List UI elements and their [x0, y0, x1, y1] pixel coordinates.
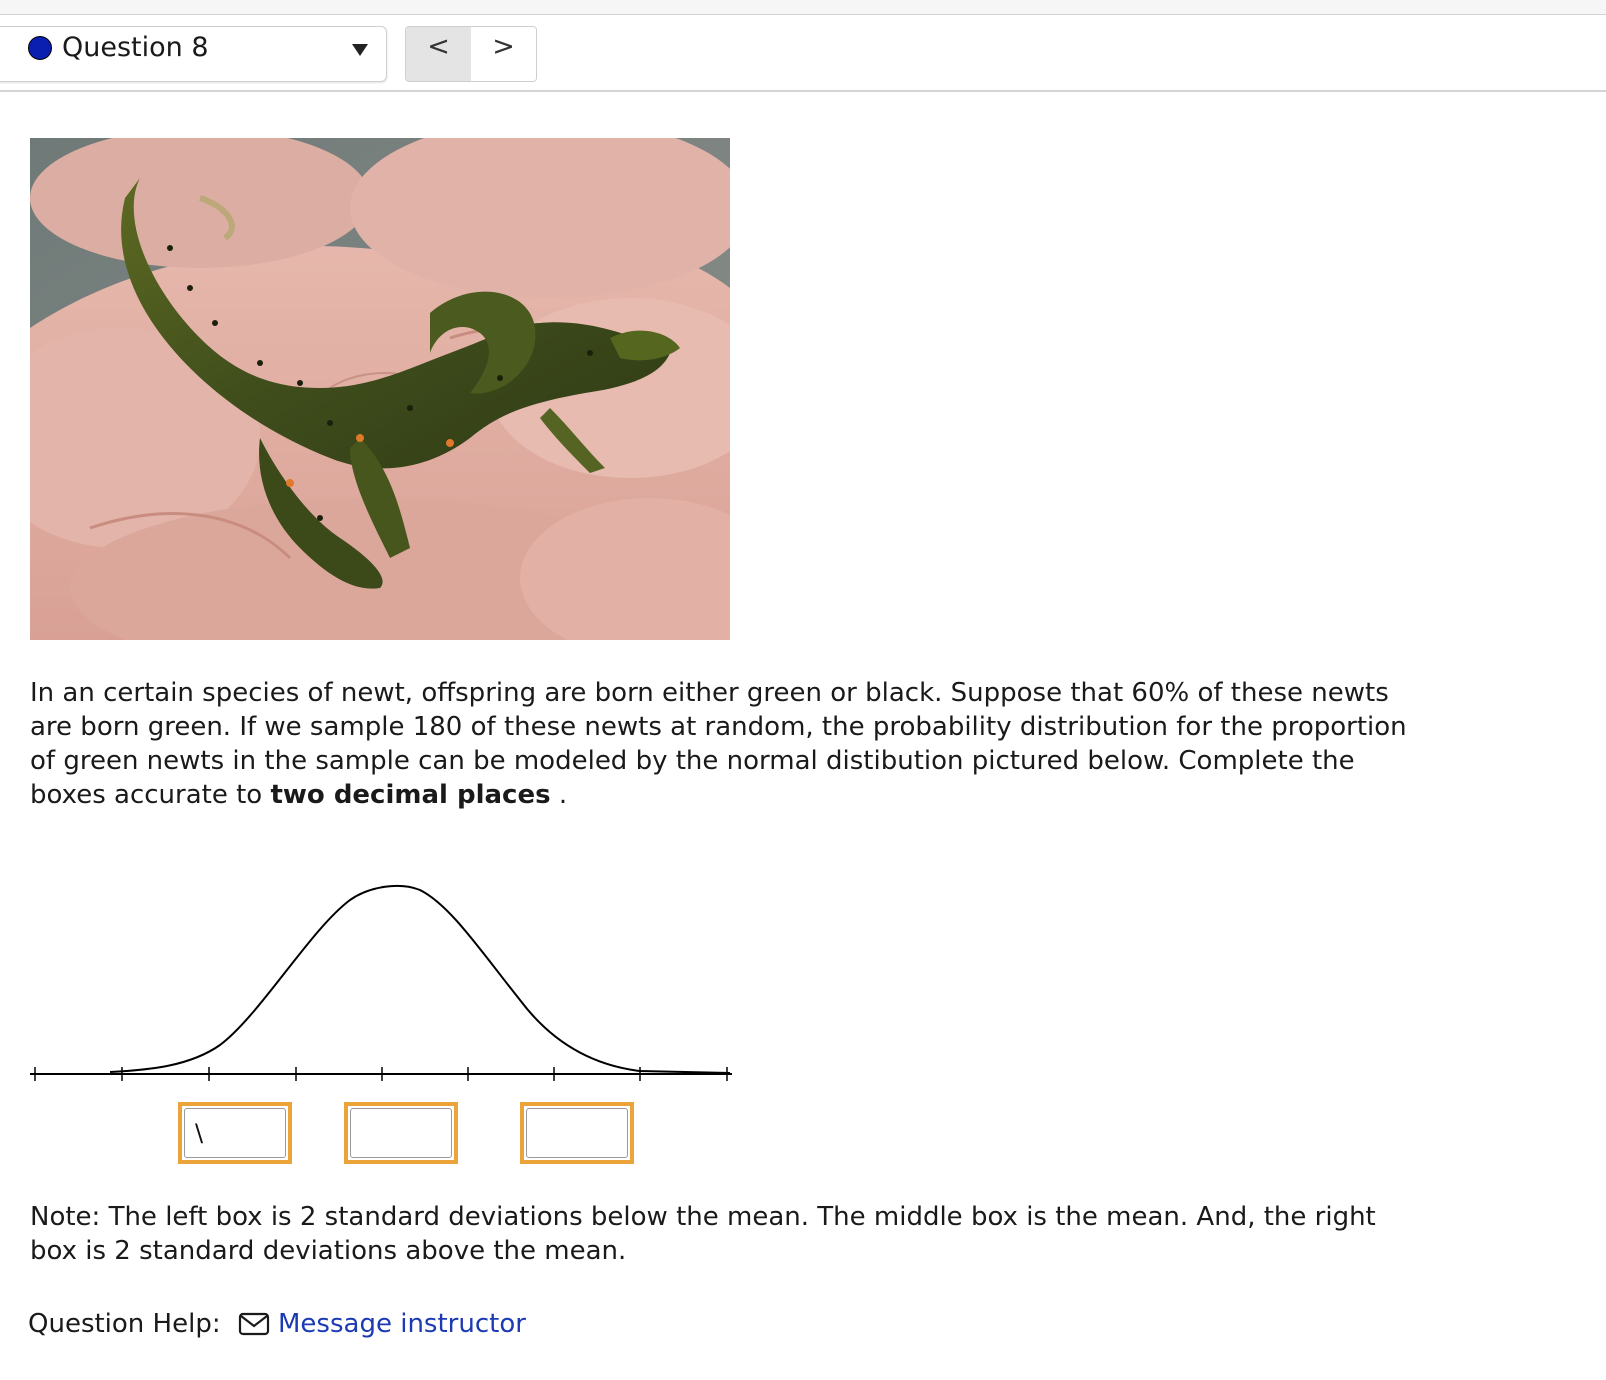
browser-top-strip	[0, 0, 1606, 15]
next-question-button[interactable]: >	[471, 27, 536, 81]
left-answer-input[interactable]	[184, 1108, 286, 1158]
right-answer-box	[520, 1102, 634, 1164]
middle-answer-box	[344, 1102, 458, 1164]
question-text-bold: two decimal places	[270, 780, 551, 810]
question-help-label: Question Help:	[28, 1309, 221, 1339]
question-text	[30, 676, 1430, 812]
previous-question-button[interactable]: <	[406, 27, 472, 81]
normal-distribution-graph	[30, 870, 740, 1090]
dropdown-caret-icon	[352, 44, 368, 56]
question-status-dot	[28, 36, 52, 60]
envelope-icon[interactable]	[238, 1312, 270, 1336]
question-text-end: .	[550, 780, 568, 810]
question-text-main: In an certain species of newt, offspring are born either green or black. Suppose that 60% of these newts are born green. If we sample 180 of these newts at random, the probability distribution for the proportion of green newts in the sample can be modeled by the normal distibution pictured below. Complete the boxes accurate to	[30, 678, 1407, 810]
left-answer-box	[178, 1102, 292, 1164]
bell-curve	[110, 886, 730, 1073]
newt-photo	[30, 138, 730, 640]
question-label: Question 8	[62, 32, 209, 63]
middle-answer-input[interactable]	[350, 1108, 452, 1158]
question-nav-group	[405, 26, 537, 82]
question-selector[interactable]	[0, 26, 387, 82]
right-answer-input[interactable]	[526, 1108, 628, 1158]
message-instructor-link[interactable]: Message instructor	[278, 1309, 526, 1339]
header-divider	[0, 90, 1606, 92]
note-text: Note: The left box is 2 standard deviations below the mean. The middle box is the mean. And, the right box is 2 standard deviations above the mean.	[30, 1202, 1376, 1266]
